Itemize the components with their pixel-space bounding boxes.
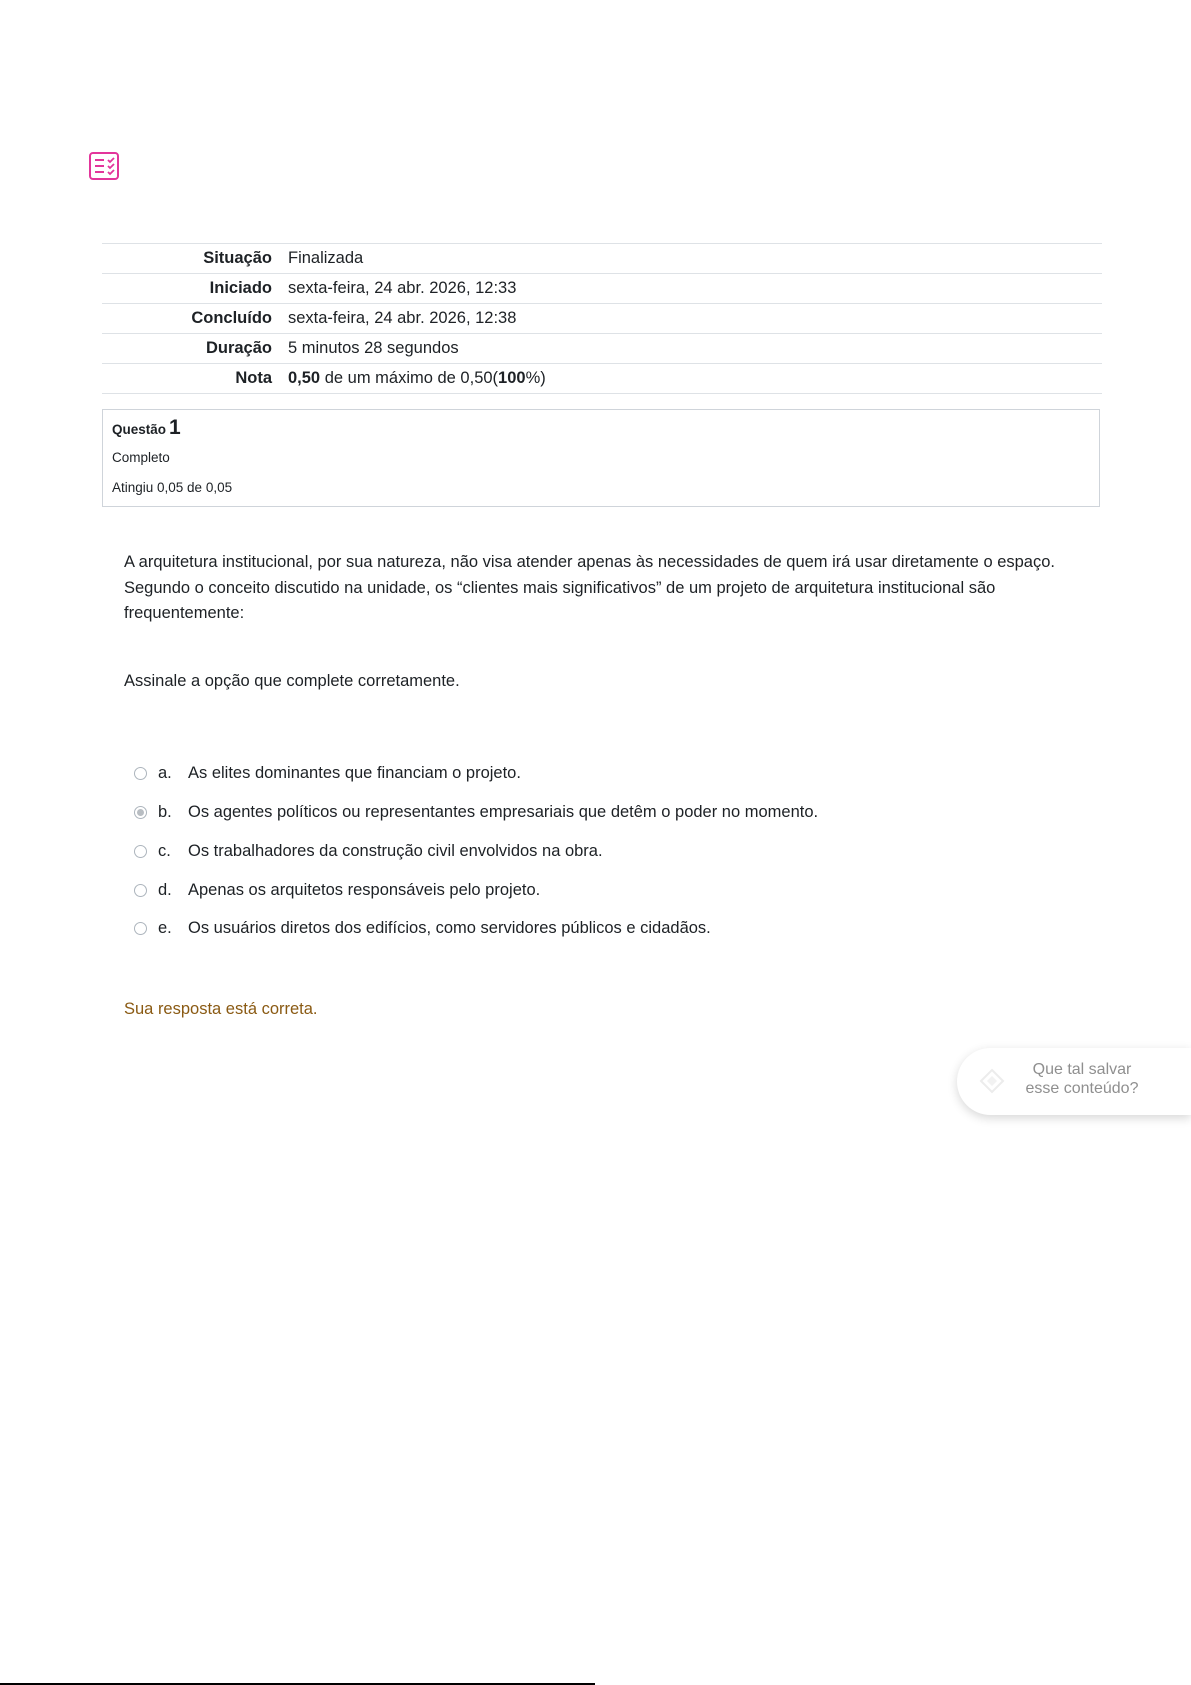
summary-row-duracao — [102, 334, 1102, 364]
question-prompt: Assinale a opção que complete corretamente. — [124, 672, 460, 690]
answer-option-c[interactable] — [134, 840, 603, 862]
save-line-1: Que tal salvar — [1032, 1061, 1132, 1078]
bookmark-diamond-icon — [979, 1068, 1005, 1094]
summary-value: sexta-feira, 24 abr. 2026, 12:33 — [288, 279, 517, 297]
radio-button[interactable] — [134, 884, 147, 897]
grade-value: 0,50 — [288, 369, 321, 387]
question-number: 1 — [169, 416, 181, 439]
option-text: Apenas os arquitetos responsáveis pelo projeto. — [188, 880, 541, 899]
option-text: Os trabalhadores da construção civil envolvidos na obra. — [188, 841, 603, 860]
answer-option-b[interactable] — [134, 801, 819, 823]
radio-button[interactable] — [134, 845, 147, 858]
question-state: Completo — [112, 450, 170, 465]
answer-option-a[interactable] — [134, 762, 521, 784]
save-line-2: esse conteúdo? — [1025, 1080, 1139, 1097]
summary-row-nota — [102, 364, 1102, 394]
summary-label: Situação — [203, 249, 272, 267]
summary-value: 5 minutos 28 segundos — [288, 339, 459, 357]
option-text: As elites dominantes que financiam o projeto. — [188, 763, 521, 782]
option-text: Os usuários diretos dos edifícios, como servidores públicos e cidadãos. — [188, 918, 711, 937]
radio-button[interactable] — [134, 767, 147, 780]
quiz-list-icon — [89, 152, 119, 180]
attempt-summary-table — [102, 243, 1102, 394]
grade-suffix: %) — [525, 369, 546, 387]
summary-label: Duração — [205, 339, 272, 357]
option-letter: e. — [158, 918, 172, 937]
save-content-text — [1017, 1060, 1147, 1098]
summary-value: Finalizada — [288, 249, 364, 267]
summary-value — [288, 364, 1102, 394]
option-letter: d. — [158, 880, 172, 899]
answer-option-e[interactable] — [134, 917, 711, 939]
summary-row-iniciado — [102, 274, 1102, 304]
answer-option-d[interactable] — [134, 879, 541, 901]
option-letter: c. — [158, 841, 171, 860]
question-title-label: Questão — [112, 422, 167, 437]
question-text: A arquitetura institucional, por sua natureza, não visa atender apenas às necessidades de quem irá usar diretamente o espaço. Segundo o conceito discutido na unidade, os “clientes mais significativos” de um projeto de arquitetura institucional são frequentemente: — [124, 553, 1055, 622]
summary-row-situacao — [102, 244, 1102, 274]
option-text: Os agentes políticos ou representantes empresariais que detêm o poder no momento. — [188, 802, 819, 821]
summary-label: Iniciado — [209, 279, 272, 297]
grade-max-text: de um máximo de 0,50( — [320, 369, 499, 387]
question-grade: Atingiu 0,05 de 0,05 — [112, 480, 233, 495]
summary-value: sexta-feira, 24 abr. 2026, 12:38 — [288, 309, 517, 327]
summary-label: Concluído — [191, 309, 272, 327]
answer-feedback: Sua resposta está correta. — [124, 1000, 318, 1018]
radio-button[interactable] — [134, 922, 147, 935]
option-letter: b. — [158, 802, 172, 821]
radio-button-selected[interactable] — [134, 806, 147, 819]
grade-percent: 100 — [498, 369, 526, 387]
summary-label: Nota — [235, 369, 272, 387]
summary-row-concluido — [102, 304, 1102, 334]
question-info-box — [102, 409, 1100, 507]
option-letter: a. — [158, 763, 172, 782]
question-title — [112, 416, 181, 440]
save-content-widget[interactable] — [957, 1048, 1191, 1115]
